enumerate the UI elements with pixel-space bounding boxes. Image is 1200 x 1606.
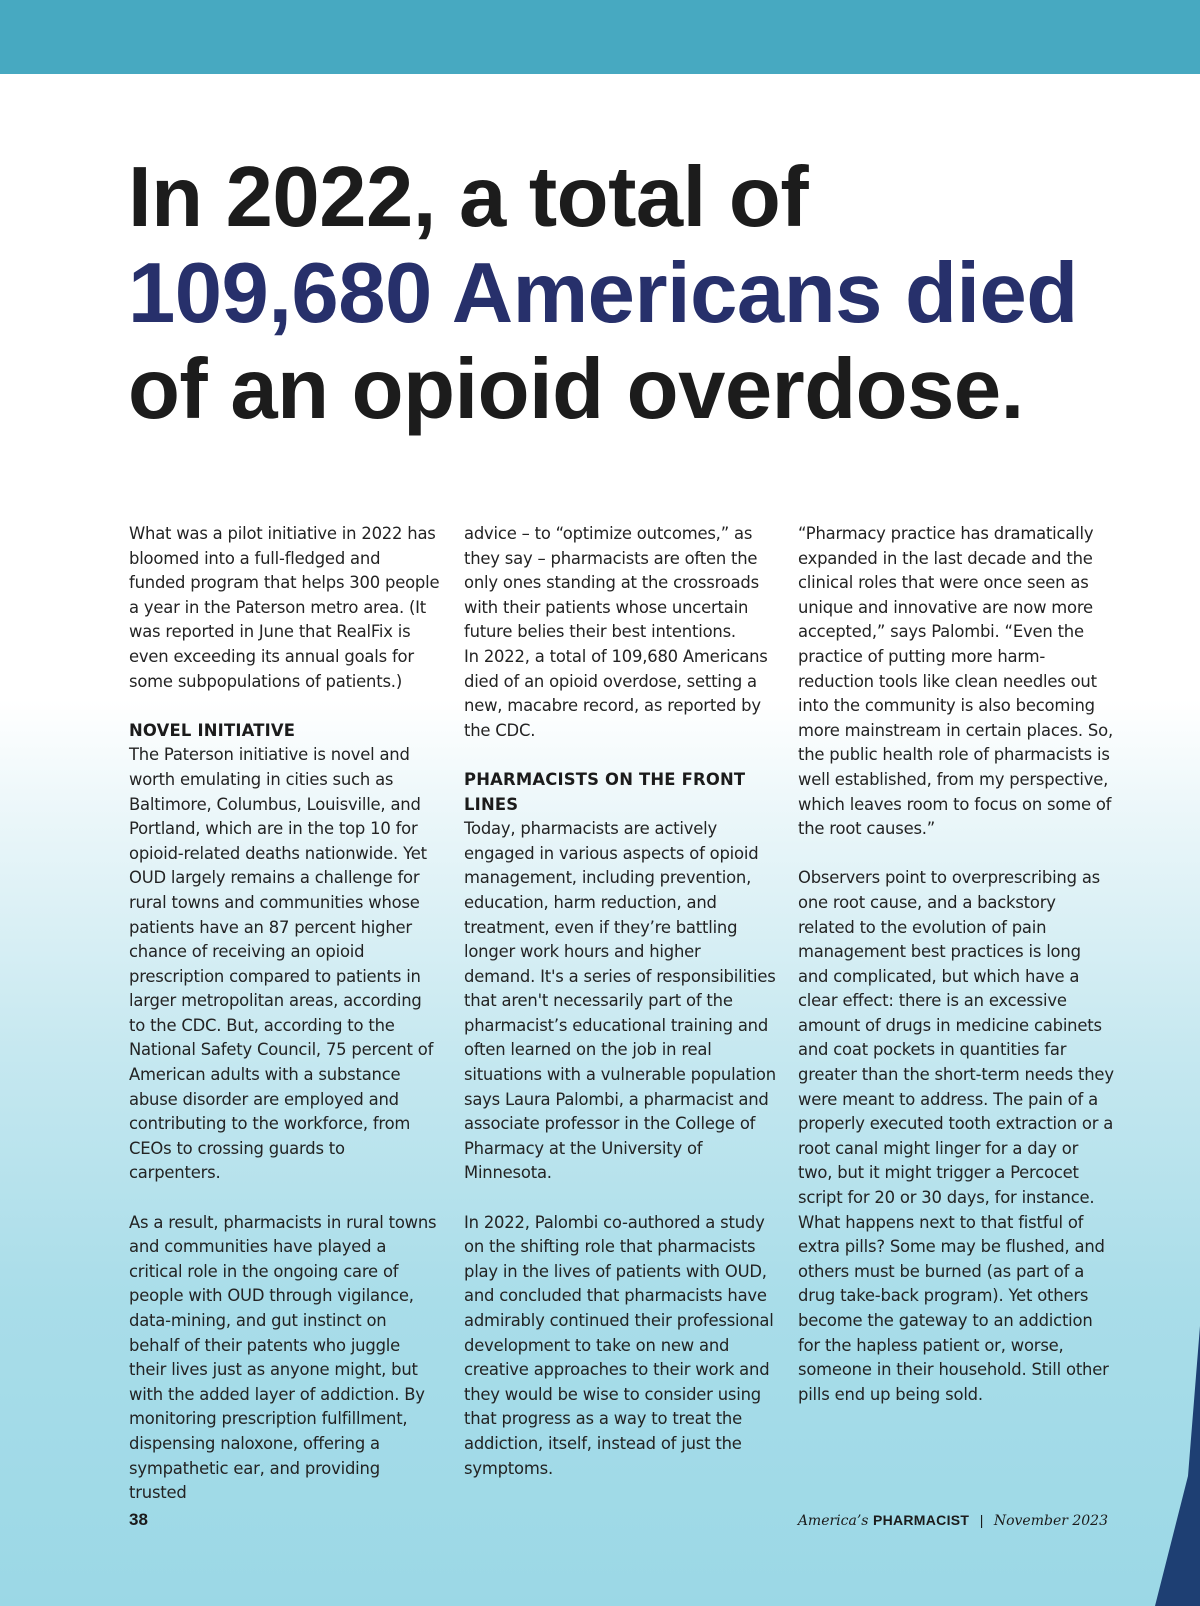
headline-line-3: of an opioid overdose. [128, 342, 1024, 437]
headline-line-1: In 2022, a total of [128, 150, 809, 245]
magazine-name: PHARMACIST [872, 1512, 970, 1528]
magazine-prefix: America’s [797, 1513, 869, 1529]
paragraph: As a result, pharmacists in rural towns and communities have played a critical role in the ongoing care of people with OUD through vigilance, data-mining, and gut instinct on behalf of their patents who juggle their lives just as anyone might, but with the added layer of addiction. By monitoring prescription fulfillment, dispensing naloxone, offering a sympathetic ear, and providing trusted [129, 1212, 437, 1503]
article-column-3 [798, 522, 1116, 1407]
footer-separator: | [979, 1512, 984, 1528]
headline [128, 150, 1188, 438]
article-column-2 [464, 522, 776, 1481]
section-heading-pharmacists-front-lines: PHARMACISTS ON THE FRONT LINES [464, 769, 746, 814]
corner-decoration [1140, 1326, 1200, 1606]
paragraph: Observers point to overprescribing as one root cause, and a backstory related to the evolution of pain management best practices is long and complicated, but which have a clear effect: there is an excessive amount of drugs in medicine cabinets and coat pockets in quantities far greater than the short-term needs they were meant to address. The pain of a properly executed tooth extraction or a root canal might linger for a day or two, but it might trigger a Percocet script for 20 or 30 days, for instance. What happens next to that fistful of extra pills? Some may be flushed, and others must be burned (as part of a drug take-back program). Yet others become the gateway to an addiction for the hapless patient or, worse, someone in their household. Still other pills end up being sold. [798, 868, 1114, 1404]
issue-date: November 2023 [993, 1513, 1108, 1529]
paragraph: advice – to “optimize outcomes,” as they say – pharmacists are often the only ones standing at the crossroads with their patients whose uncertain future belies their best intentions. [464, 524, 759, 642]
paragraph: Today, pharmacists are actively engaged in various aspects of opioid management, including prevention, education, harm reduction, and treatment, even if they’re battling longer work hours and higher demand. It's a series of responsibilities that aren't necessarily part of the pharmacist’s educational training and often learned on the job in real situations with a vulnerable population says Laura Palombi, a pharmacist and associate professor in the College of Pharmacy at the University of Minnesota. [464, 819, 776, 1183]
top-color-bar [0, 0, 1200, 74]
page-number: 38 [129, 1510, 148, 1529]
headline-line-2-highlight: 109,680 Americans died [128, 246, 1078, 341]
paragraph: In 2022, Palombi co-authored a study on the shifting role that pharmacists play in the lives of patients with OUD, and concluded that pharmacists have admirably continued their professional development to take on new and creative approaches to their work and they would be wise to consider using that progress as a way to treat the addiction, itself, instead of just the symptoms. [464, 1212, 774, 1478]
paragraph: The Paterson initiative is novel and worth emulating in cities such as Baltimore, Columbus, Louisville, and Portland, which are in the top 10 for opioid-related deaths nationwide. Yet OUD largely remains a challenge for rural towns and communities whose patients have an 87 percent higher chance of receiving an opioid prescription compared to patients in larger metropolitan areas, according to the CDC. But, according to the National Safety Council, 75 percent of American adults with a substance abuse disorder are employed and contributing to the workforce, from CEOs to crossing guards to carpenters. [129, 745, 434, 1183]
article-column-1 [129, 522, 441, 1506]
corner-shape [1155, 1326, 1200, 1606]
section-heading-novel-initiative: NOVEL INITIATIVE [129, 720, 296, 740]
paragraph: “Pharmacy practice has dramatically expanded in the last decade and the clinical roles that were once seen as unique and innovative are now more accepted,” says Palombi. “Even the practice of putting more harm-reduction tools like clean needles out into the community is also becoming more mainstream in certain places. So, the public health role of pharmacists is well established, from my perspective, which leaves room to focus on some of the root causes.” [798, 524, 1113, 839]
paragraph: In 2022, a total of 109,680 Americans died of an opioid overdose, setting a new, macabre record, as reported by the CDC. [464, 646, 768, 740]
footer-masthead [798, 1512, 1108, 1529]
paragraph: What was a pilot initiative in 2022 has bloomed into a full-fledged and funded program that helps 300 people a year in the Paterson metro area. (It was reported in June that RealFix is even exceeding its annual goals for some subpopulations of patients.) [129, 524, 440, 691]
